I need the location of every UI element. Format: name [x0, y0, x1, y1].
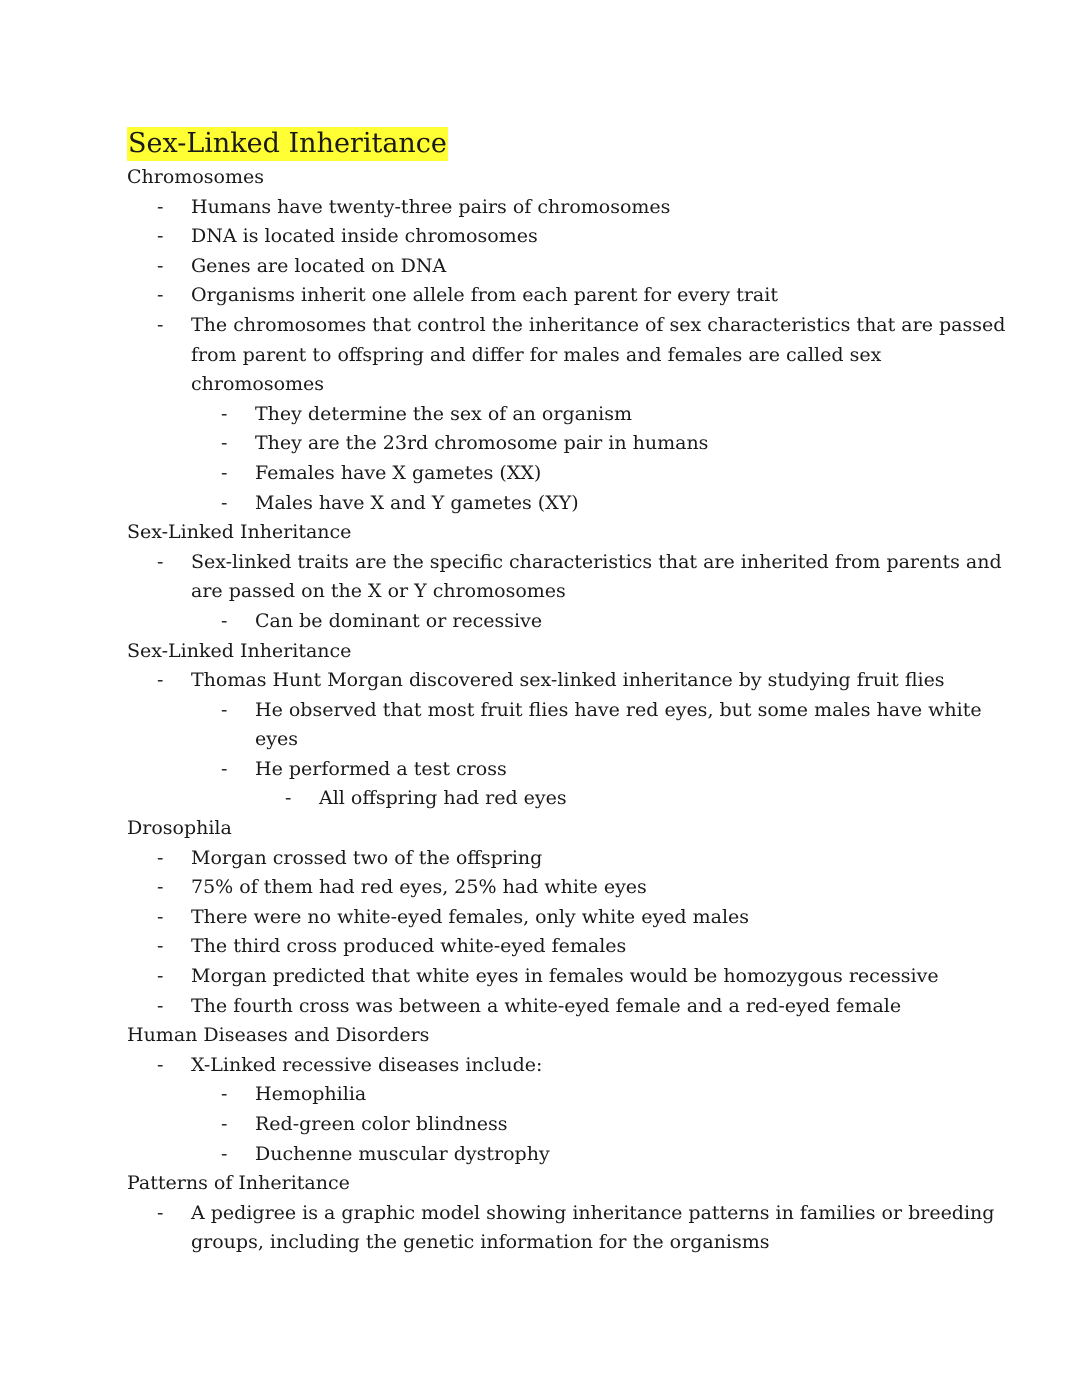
bullet-dash: - [221, 491, 228, 514]
list-item: - The chromosomes that control the inheritance of sex characteristics that are passed from parent to offspring and differ for males and females are called sex chromosomes - They determine the sex of an organism - They are the 23rd chromosome pair in humans - Females have X gametes (XX) - Males have X and Y gametes (XY) [127, 311, 1007, 518]
bullet-dash: - [221, 1113, 228, 1135]
list-item: - Red-green color blindness [191, 1110, 1007, 1140]
bullet-dash: - [221, 1142, 228, 1165]
section-heading-diseases: Human Diseases and Disorders [127, 1024, 430, 1047]
bullet-dash: - [157, 905, 164, 928]
bullet-dash: - [157, 1053, 164, 1076]
bullet-dash: - [157, 284, 164, 307]
morgan-list [127, 666, 1007, 814]
list-item: - Sex-linked traits are the specific characteristics that are inherited from parents and are passed on the X or Y chromosomes - Can be dominant or recessive [127, 548, 1007, 637]
section-heading-patterns: Patterns of Inheritance [127, 1172, 350, 1195]
list-item: - All offspring had red eyes [255, 784, 1007, 814]
bullet-dash: - [221, 432, 228, 455]
section-heading-sex-linked-morgan: Sex-Linked Inheritance [127, 639, 352, 662]
bullet-dash: - [285, 787, 292, 810]
list-item: - A pedigree is a graphic model showing inheritance patterns in families or breeding groups, including the genetic information for the organisms [127, 1199, 1007, 1258]
bullet-dash: - [157, 225, 164, 248]
list-item: - They are the 23rd chromosome pair in humans [191, 429, 1007, 459]
page-title: Sex-Linked Inheritance [128, 128, 447, 159]
bullet-dash: - [157, 254, 164, 277]
list-item: - Humans have twenty-three pairs of chromosomes [127, 193, 1007, 223]
list-item: - He observed that most fruit flies have red eyes, but some males have white eyes [191, 696, 1007, 755]
list-item: - Organisms inherit one allele from each parent for every trait [127, 281, 1007, 311]
list-item: - Morgan predicted that white eyes in females would be homozygous recessive [127, 962, 1007, 992]
list-item: - Hemophilia [191, 1080, 1007, 1110]
bullet-dash: - [157, 669, 164, 692]
test-cross-sublist [255, 784, 1007, 814]
list-item: - Duchenne muscular dystrophy [191, 1140, 1007, 1170]
bullet-dash: - [221, 1083, 228, 1106]
bullet-dash: - [221, 757, 228, 780]
bullet-dash: - [157, 965, 164, 988]
list-item: - Can be dominant or recessive [191, 607, 1007, 637]
sex-chromosomes-sublist [191, 400, 1007, 518]
list-item: - The third cross produced white-eyed females [127, 932, 1007, 962]
list-item: - There were no white-eyed females, only white eyed males [127, 903, 1007, 933]
list-item: - They determine the sex of an organism [191, 400, 1007, 430]
bullet-dash: - [157, 876, 164, 899]
bullet-dash: - [157, 313, 164, 336]
bullet-dash: - [221, 461, 228, 484]
drosophila-list [127, 844, 1007, 1022]
patterns-list [127, 1199, 1007, 1258]
diseases-sublist [191, 1080, 1007, 1169]
list-item: - Males have X and Y gametes (XY) [191, 489, 1007, 519]
sex-linked-list [127, 548, 1007, 637]
list-item: - He performed a test cross - All offspring had red eyes [191, 755, 1007, 814]
list-item: - Thomas Hunt Morgan discovered sex-linked inheritance by studying fruit flies - He observed that most fruit flies have red eyes, but some males have white eyes - He performed a test cross - All offspring had red eyes [127, 666, 1007, 814]
bullet-dash: - [221, 698, 228, 721]
bullet-dash: - [221, 609, 228, 632]
list-item: - DNA is located inside chromosomes [127, 222, 1007, 252]
bullet-dash: - [157, 1201, 164, 1224]
morgan-sublist [191, 696, 1007, 814]
section-heading-chromosomes: Chromosomes [127, 166, 264, 188]
bullet-dash: - [157, 550, 164, 573]
bullet-dash: - [157, 994, 164, 1017]
sex-linked-sublist [191, 607, 1007, 637]
chromosomes-list [127, 193, 1007, 519]
list-item: - Females have X gametes (XX) [191, 459, 1007, 489]
bullet-dash: - [157, 195, 164, 218]
diseases-list [127, 1051, 1007, 1169]
bullet-dash: - [157, 846, 164, 869]
section-heading-drosophila: Drosophila [127, 817, 232, 840]
list-item: - Morgan crossed two of the offspring [127, 844, 1007, 874]
section-heading-sex-linked: Sex-Linked Inheritance [127, 521, 352, 544]
bullet-dash: - [221, 402, 228, 425]
bullet-dash: - [157, 935, 164, 958]
list-item: - The fourth cross was between a white-eyed female and a red-eyed female [127, 992, 1007, 1022]
list-item: - 75% of them had red eyes, 25% had white eyes [127, 873, 1007, 903]
list-item: - Genes are located on DNA [127, 252, 1007, 282]
document-page [127, 127, 1007, 1258]
list-item: - X-Linked recessive diseases include: - Hemophilia - Red-green color blindness - Duchenne muscular dystrophy [127, 1051, 1007, 1169]
